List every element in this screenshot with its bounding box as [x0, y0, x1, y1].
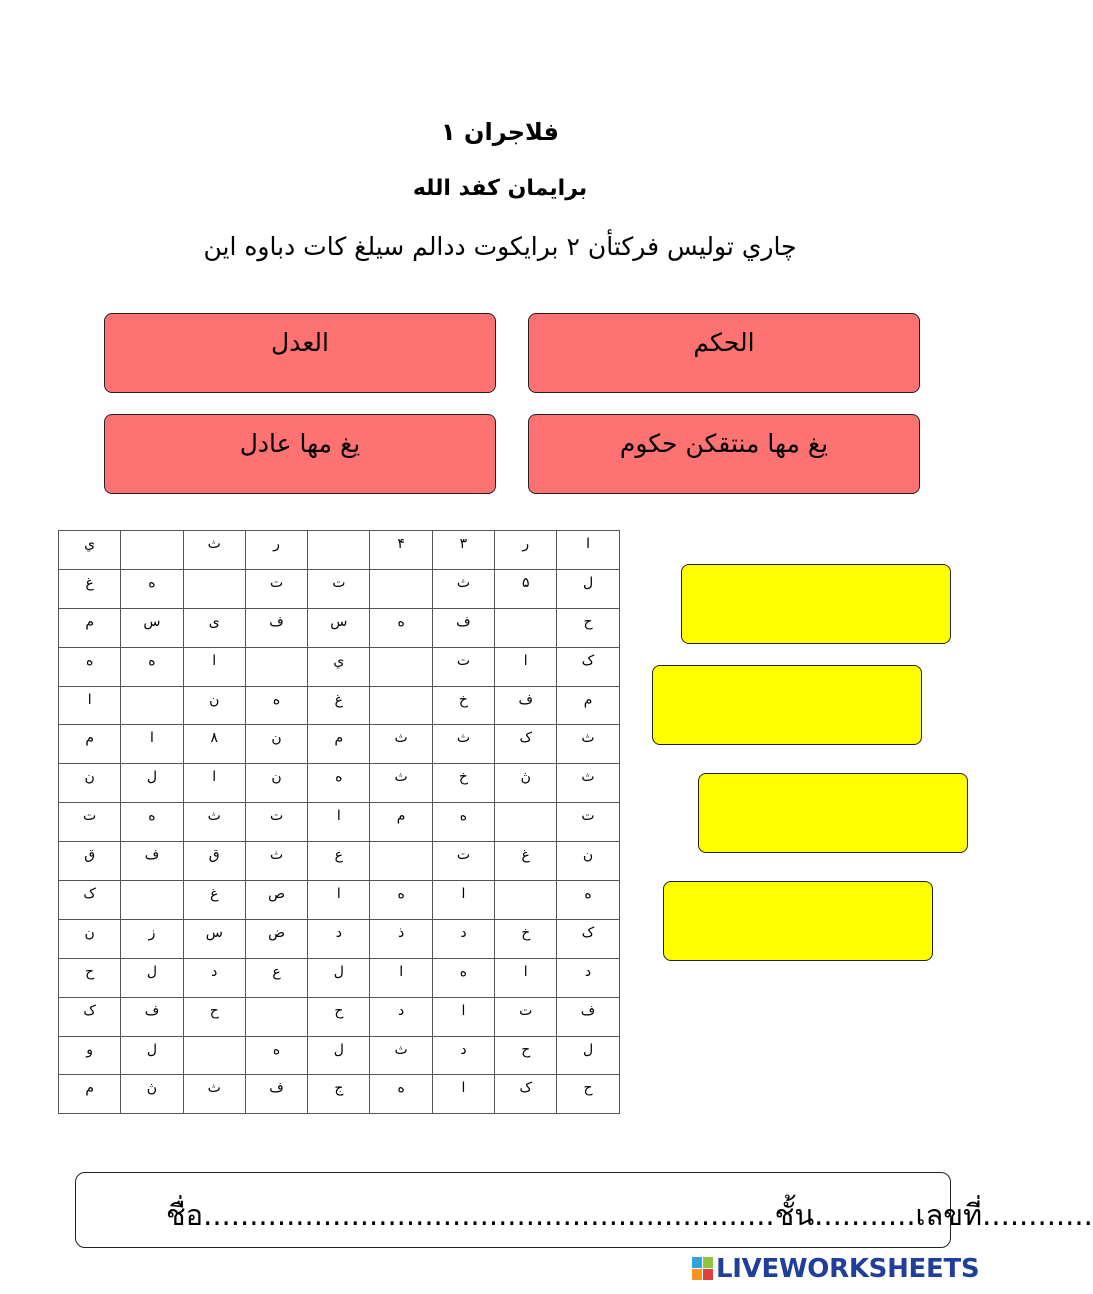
grid-cell[interactable]: ه	[432, 803, 494, 842]
grid-cell[interactable]: ا	[432, 997, 494, 1036]
grid-cell[interactable]: د	[432, 1036, 494, 1075]
grid-cell[interactable]: د	[308, 919, 370, 958]
grid-cell[interactable]: ڽ	[121, 1075, 183, 1114]
grid-cell[interactable]: ه	[121, 803, 183, 842]
grid-cell[interactable]: ا	[495, 958, 557, 997]
grid-cell[interactable]: ا	[183, 764, 245, 803]
grid-cell[interactable]	[183, 569, 245, 608]
grid-cell[interactable]: م	[370, 803, 432, 842]
grid-cell[interactable]: ع	[308, 842, 370, 881]
grid-cell[interactable]: ث	[370, 764, 432, 803]
grid-cell[interactable]	[370, 647, 432, 686]
grid-cell[interactable]: ڽ	[495, 764, 557, 803]
grid-cell[interactable]: س	[308, 608, 370, 647]
grid-cell[interactable]: ث	[370, 1036, 432, 1075]
grid-cell[interactable]: ف	[121, 842, 183, 881]
grid-cell[interactable]: ل	[308, 1036, 370, 1075]
grid-cell[interactable]: ث	[370, 725, 432, 764]
grid-cell[interactable]: ا	[308, 803, 370, 842]
grid-row	[59, 531, 620, 570]
grid-cell[interactable]: ي	[59, 531, 121, 570]
answer-box-3[interactable]	[698, 773, 968, 853]
grid-cell[interactable]: ث	[557, 725, 619, 764]
grid-cell[interactable]: ف	[245, 608, 307, 647]
grid-cell[interactable]	[121, 686, 183, 725]
grid-cell[interactable]: ه	[308, 764, 370, 803]
grid-cell[interactable]: ف	[495, 686, 557, 725]
grid-cell[interactable]: ل	[557, 569, 619, 608]
grid-cell[interactable]: ي	[308, 647, 370, 686]
grid-cell[interactable]: و	[59, 1036, 121, 1075]
grid-cell[interactable]: ض	[245, 919, 307, 958]
grid-cell[interactable]: س	[183, 919, 245, 958]
grid-cell[interactable]: غ	[59, 569, 121, 608]
grid-cell[interactable]: خ	[432, 764, 494, 803]
word-box-aladl: العدل	[104, 313, 496, 393]
grid-row	[59, 881, 620, 920]
grid-cell[interactable]: ت	[432, 647, 494, 686]
grid-cell[interactable]: ه	[121, 569, 183, 608]
grid-cell[interactable]: ث	[432, 725, 494, 764]
grid-cell[interactable]: ن	[59, 764, 121, 803]
grid-cell[interactable]: ا	[557, 531, 619, 570]
grid-cell[interactable]: ک	[59, 881, 121, 920]
grid-cell[interactable]: ه	[245, 686, 307, 725]
grid-cell[interactable]	[495, 608, 557, 647]
grid-cell[interactable]: ت	[245, 569, 307, 608]
grid-cell[interactable]: ث	[183, 803, 245, 842]
grid-cell[interactable]: ت	[245, 803, 307, 842]
grid-row	[59, 764, 620, 803]
grid-cell[interactable]: ح	[308, 997, 370, 1036]
grid-cell[interactable]	[495, 803, 557, 842]
grid-cell[interactable]: ت	[495, 997, 557, 1036]
grid-cell[interactable]: ا	[370, 958, 432, 997]
grid-row	[59, 803, 620, 842]
grid-cell[interactable]: ل	[121, 1036, 183, 1075]
worksheet-subtitle: برايمان كفد الله	[412, 176, 588, 201]
grid-cell[interactable]: ل	[121, 958, 183, 997]
grid-cell[interactable]	[121, 881, 183, 920]
grid-cell[interactable]: ج	[308, 1075, 370, 1114]
grid-cell[interactable]: د	[183, 958, 245, 997]
grid-cell[interactable]: ه	[59, 647, 121, 686]
grid-cell[interactable]: س	[121, 608, 183, 647]
instruction-text: چاري توليس فركتأن ٢ برايكوت ددالم سيلغ كات دباوه اين	[203, 232, 797, 261]
grid-cell[interactable]: ل	[121, 764, 183, 803]
grid-row	[59, 1075, 620, 1114]
grid-cell[interactable]: ف	[557, 997, 619, 1036]
grid-cell[interactable]: ن	[59, 919, 121, 958]
grid-row	[59, 997, 620, 1036]
word-box-alhukm: الحكم	[528, 313, 920, 393]
answer-box-4[interactable]	[663, 881, 933, 961]
grid-cell[interactable]: ٣	[432, 531, 494, 570]
grid-cell[interactable]: ق	[183, 842, 245, 881]
grid-cell[interactable]: غ	[308, 686, 370, 725]
grid-cell[interactable]: د	[370, 997, 432, 1036]
liveworksheets-logo-text: LIVEWORKSHEETS	[716, 1254, 980, 1284]
grid-cell[interactable]: ک	[557, 647, 619, 686]
grid-row	[59, 958, 620, 997]
grid-cell[interactable]: م	[59, 608, 121, 647]
grid-cell[interactable]: د	[432, 919, 494, 958]
grid-cell[interactable]: ۵	[495, 569, 557, 608]
word-box-adl-definition: يغ مها عادل	[104, 414, 496, 494]
grid-cell[interactable]: ک	[495, 725, 557, 764]
grid-cell[interactable]	[183, 1036, 245, 1075]
grid-row	[59, 1036, 620, 1075]
grid-cell[interactable]	[245, 997, 307, 1036]
grid-cell[interactable]: ى	[183, 608, 245, 647]
grid-cell[interactable]: ح	[183, 997, 245, 1036]
grid-cell[interactable]	[370, 569, 432, 608]
grid-cell[interactable]: ا	[183, 647, 245, 686]
grid-cell[interactable]: ه	[370, 608, 432, 647]
grid-cell[interactable]: ت	[432, 842, 494, 881]
grid-cell[interactable]: خ	[495, 919, 557, 958]
grid-cell[interactable]: ه	[370, 881, 432, 920]
grid-cell[interactable]: ن	[245, 764, 307, 803]
grid-cell[interactable]: ه	[121, 647, 183, 686]
grid-cell[interactable]: د	[557, 958, 619, 997]
grid-cell[interactable]	[370, 686, 432, 725]
grid-cell[interactable]: ه	[432, 958, 494, 997]
grid-cell[interactable]: ه	[557, 881, 619, 920]
grid-cell[interactable]: ث	[183, 1075, 245, 1114]
grid-cell[interactable]: م	[557, 686, 619, 725]
grid-cell[interactable]: ف	[245, 1075, 307, 1114]
grid-cell[interactable]: ف	[121, 997, 183, 1036]
grid-cell[interactable]: ۴	[370, 531, 432, 570]
grid-row	[59, 569, 620, 608]
grid-cell[interactable]: ث	[245, 842, 307, 881]
grid-row	[59, 842, 620, 881]
student-info-line: ชื่อ..............................................................ชั้น...........เลขที่............	[166, 1198, 1093, 1232]
grid-cell[interactable]: ذ	[370, 919, 432, 958]
grid-cell[interactable]: خ	[432, 686, 494, 725]
grid-cell[interactable]: ث	[432, 569, 494, 608]
grid-cell[interactable]: ق	[59, 842, 121, 881]
grid-cell[interactable]: ص	[245, 881, 307, 920]
grid-row	[59, 647, 620, 686]
answer-box-2[interactable]	[652, 665, 922, 745]
grid-cell[interactable]: م	[59, 725, 121, 764]
grid-cell[interactable]: ن	[245, 725, 307, 764]
grid-cell[interactable]: ف	[432, 608, 494, 647]
grid-cell[interactable]: م	[59, 1075, 121, 1114]
grid-cell[interactable]	[308, 531, 370, 570]
grid-cell[interactable]: غ	[495, 842, 557, 881]
grid-cell[interactable]: ک	[59, 997, 121, 1036]
grid-cell[interactable]: ر	[495, 531, 557, 570]
grid-cell[interactable]: ا	[308, 881, 370, 920]
grid-row	[59, 686, 620, 725]
grid-cell[interactable]: ا	[495, 647, 557, 686]
grid-cell[interactable]: ح	[59, 958, 121, 997]
grid-cell[interactable]	[370, 842, 432, 881]
grid-cell[interactable]: ک	[557, 919, 619, 958]
word-search-grid	[58, 530, 620, 1114]
grid-cell[interactable]: ر	[245, 531, 307, 570]
grid-cell[interactable]	[245, 647, 307, 686]
grid-cell[interactable]: ح	[557, 608, 619, 647]
grid-row	[59, 725, 620, 764]
grid-cell[interactable]: غ	[183, 881, 245, 920]
grid-cell[interactable]: ن	[557, 842, 619, 881]
grid-cell[interactable]: ح	[557, 1075, 619, 1114]
grid-cell[interactable]: ا	[59, 686, 121, 725]
grid-cell[interactable]: م	[308, 725, 370, 764]
grid-cell[interactable]: ت	[59, 803, 121, 842]
grid-cell[interactable]: ل	[308, 958, 370, 997]
grid-row	[59, 919, 620, 958]
liveworksheets-logo-icon	[692, 1257, 714, 1281]
grid-cell[interactable]: ز	[121, 919, 183, 958]
grid-cell[interactable]	[495, 881, 557, 920]
grid-cell[interactable]: ه	[370, 1075, 432, 1114]
grid-cell[interactable]: ت	[308, 569, 370, 608]
grid-cell[interactable]: ا	[121, 725, 183, 764]
grid-cell[interactable]: ٨	[183, 725, 245, 764]
answer-box-1[interactable]	[681, 564, 951, 644]
grid-cell[interactable]: ن	[183, 686, 245, 725]
grid-cell[interactable]: ث	[557, 764, 619, 803]
grid-cell[interactable]: ا	[432, 1075, 494, 1114]
grid-cell[interactable]	[121, 531, 183, 570]
grid-cell[interactable]: ا	[432, 881, 494, 920]
grid-cell[interactable]: ح	[495, 1036, 557, 1075]
grid-cell[interactable]: ت	[557, 803, 619, 842]
grid-cell[interactable]: ک	[495, 1075, 557, 1114]
grid-cell[interactable]: ه	[245, 1036, 307, 1075]
worksheet-title: فلاجران ١	[441, 118, 559, 146]
grid-cell[interactable]: ث	[183, 531, 245, 570]
grid-cell[interactable]: ل	[557, 1036, 619, 1075]
word-box-hukm-definition: يغ مها منتقكن حكوم	[528, 414, 920, 494]
grid-cell[interactable]: ع	[245, 958, 307, 997]
grid-row	[59, 608, 620, 647]
